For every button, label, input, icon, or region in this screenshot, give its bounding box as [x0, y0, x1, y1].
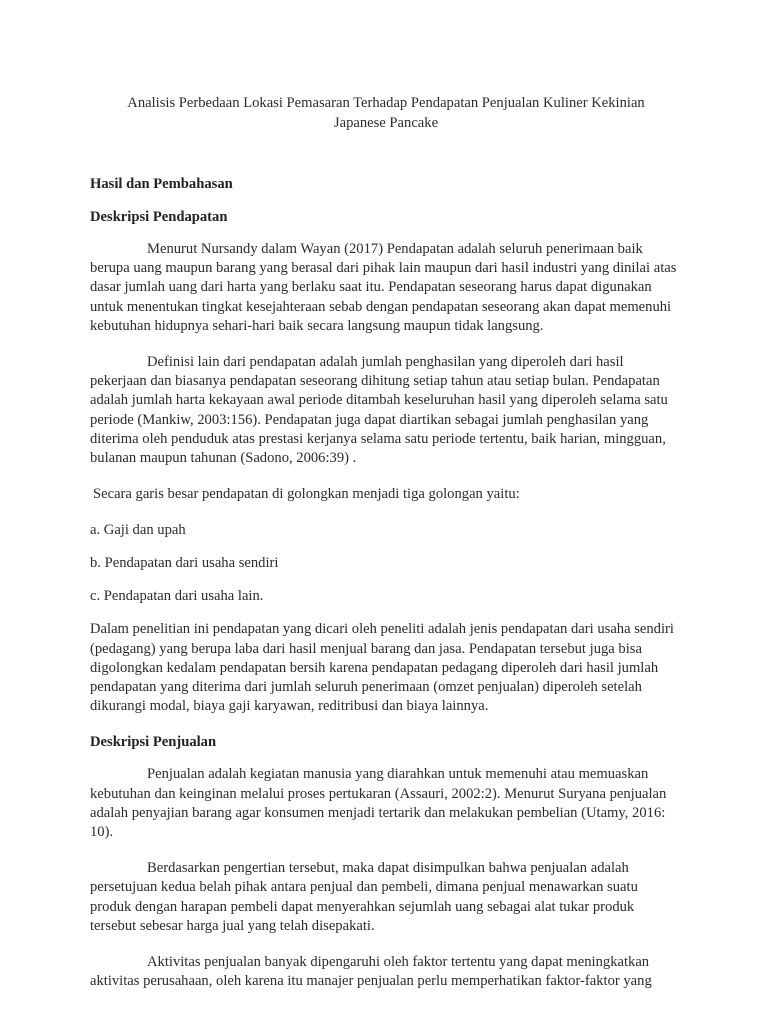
- paragraph: Secara garis besar pendapatan di golongkan menjadi tiga golongan yaitu:: [93, 486, 520, 503]
- paragraph: Berdasarkan pengertian tersebut, maka dapat disimpulkan bahwa penjualan adalah persetujuan kedua belah pihak antara penjual dan pembeli, dimana penjual menawarkan suatu produk dengan harapan pembeli dapat menyerahkan sejumlah uang sebagai alat tukar produk tersebut sebesar harga jual yang telah disepakati.: [90, 860, 638, 934]
- subsection-heading-pendapatan: Deskripsi Pendapatan: [90, 209, 228, 225]
- list-item: c. Pendapatan dari usaha lain.: [90, 588, 264, 605]
- title-line-1: Analisis Perbedaan Lokasi Pemasaran Terhadap Pendapatan Penjualan Kuliner Kekinian: [127, 95, 645, 111]
- document-title: [90, 94, 682, 133]
- list-item: a. Gaji dan upah: [90, 522, 186, 539]
- paragraph: Dalam penelitian ini pendapatan yang dicari oleh peneliti adalah jenis pendapatan dari usaha sendiri (pedagang) yang berupa laba dari hasil menjual barang dan jasa. Pendapatan tersebut juga bisa digolongkan kedalam pendapatan bersih karena pendapatan pedagang diperoleh dari hasil jumlah pendapatan yang diterima dari jumlah seluruh penerimaan (omzet penjualan) diperoleh setelah dikurangi modal, biaya gaji karyawan, reditribusi dan biaya lainnya.: [90, 621, 674, 715]
- list-item: b. Pendapatan dari usaha sendiri: [90, 555, 279, 572]
- paragraph: Penjualan adalah kegiatan manusia yang diarahkan untuk memenuhi atau memuaskan kebutuhan dan keinginan melalui proses pertukaran (Assauri, 2002:2). Menurut Suryana penjualan adalah penyajian barang agar konsumen menjadi tertarik dan melakukan pembelian (Utamy, 2016: 10).: [90, 766, 667, 841]
- paragraph: Aktivitas penjualan banyak dipengaruhi oleh faktor tertentu yang dapat meningkatkan aktivitas perusahaan, oleh karena itu manajer penjualan perlu memperhatikan faktor-faktor yang: [90, 954, 652, 990]
- paragraph: Menurut Nursandy dalam Wayan (2017) Pendapatan adalah seluruh penerimaan baik berupa uang maupun barang yang berasal dari pihak lain maupun dari hasil industri yang dinilai atas dasar jumlah uang dari harta yang berlaku saat itu. Pendapatan seseorang harus dapat digunakan untuk menentukan tingkat kesejahteraan sebab dengan pendapatan seseorang akan dapat memenuhi kebutuhan hidupnya sehari-hari baik secara langsung maupun tidak langsung.: [90, 241, 677, 334]
- document-page: [90, 94, 682, 991]
- title-line-2: Japanese Pancake: [333, 114, 439, 131]
- section-heading: Hasil dan Pembahasan: [90, 176, 233, 192]
- subsection-heading-penjualan: Deskripsi Penjualan: [90, 734, 217, 751]
- income-type-list: [90, 521, 682, 606]
- paragraph: Definisi lain dari pendapatan adalah jumlah penghasilan yang diperoleh dari hasil pekerjaan dan biasanya pendapatan seseorang dihitung setiap tahun atau setiap bulan. Pendapatan adalah jumlah harta kekayaan awal periode ditambah keseluruhan hasil yang diperoleh selama satu periode (Mankiw, 2003:156). Pendapatan juga dapat diartikan sebagai jumlah penghasilan yang diterima oleh penduduk atas prestasi kerjanya selama satu periode tertentu, baik harian, mingguan, bulanan maupun tahunan (Sadono, 2006:39) .: [90, 354, 668, 467]
